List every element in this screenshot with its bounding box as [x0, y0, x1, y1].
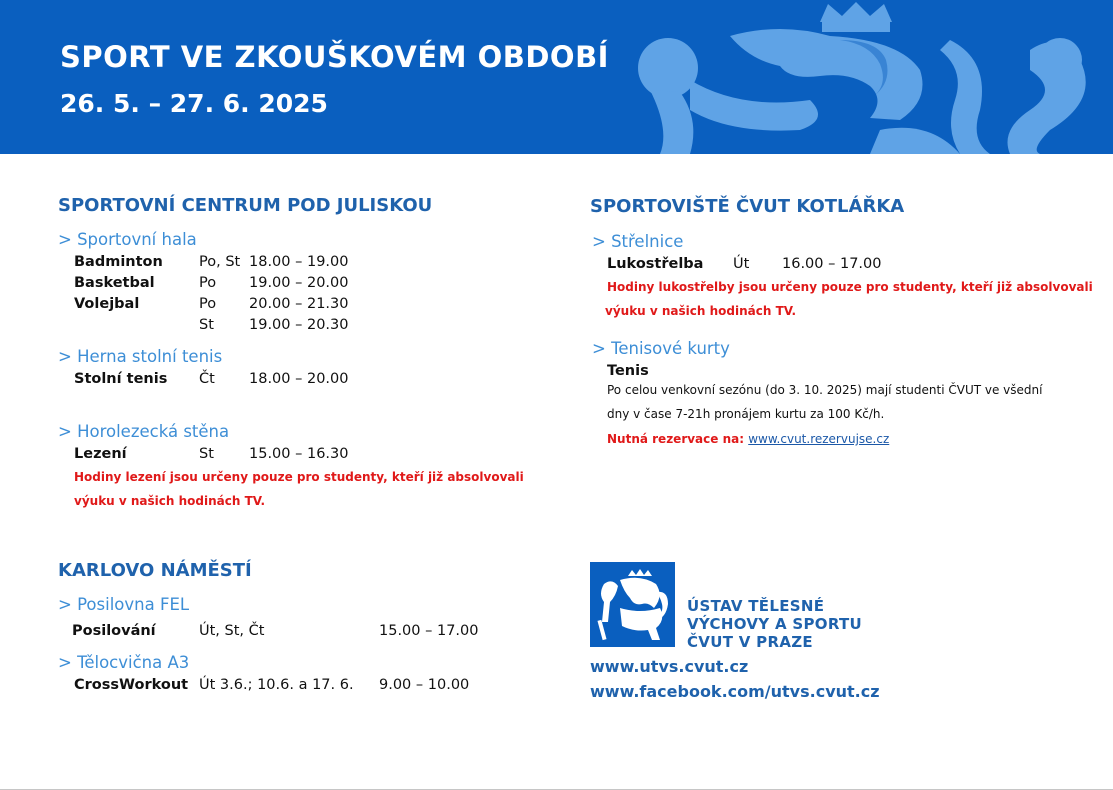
schedule-row: [74, 677, 188, 693]
schedule-day: Út 3.6.; 10.6. a 17. 6.: [199, 677, 354, 693]
note-lezeni-line1: Hodiny lezení jsou určeny pouze pro studenty, kteří již absolvovali: [74, 470, 524, 484]
schedule-day: St: [199, 317, 214, 333]
reservation-label: Nutná rezervace na:: [607, 432, 749, 446]
sport-name: Lukostřelba: [607, 256, 704, 272]
schedule-time: 9.00 – 10.00: [379, 677, 470, 693]
sport-name: CrossWorkout: [74, 677, 189, 693]
schedule-row: [74, 446, 127, 462]
logo-text-line2: VÝCHOVY A SPORTU: [687, 615, 863, 633]
schedule-row: [72, 623, 156, 639]
schedule-day: Út, St, Čt: [199, 623, 265, 639]
lion-emblem-icon: [630, 0, 1113, 154]
subsection-horolezecka-stena: > Horolezecká stěna: [58, 422, 230, 441]
note-lezeni-line2: výuku v našich hodinách TV.: [74, 494, 266, 508]
schedule-day: St: [199, 446, 214, 462]
schedule-row: [74, 275, 155, 291]
sport-name: Posilování: [72, 623, 156, 639]
reservation-link[interactable]: www.cvut.rezervujse.cz: [748, 432, 890, 446]
schedule-time: 19.00 – 20.30: [249, 317, 349, 333]
date-range: 26. 5. – 27. 6. 2025: [60, 89, 328, 118]
tenis-info-line1: Po celou venkovní sezónu (do 3. 10. 2025) mají studenti ČVUT ve všední: [607, 383, 1043, 397]
cvut-logo: [590, 562, 675, 647]
schedule-row: [74, 254, 163, 270]
sport-name: Basketbal: [74, 275, 155, 291]
sport-name: Badminton: [74, 254, 163, 270]
subsection-tenisove-kurty: > Tenisové kurty: [592, 339, 730, 358]
schedule-time: 15.00 – 16.30: [249, 446, 349, 462]
schedule-day: Út: [733, 256, 750, 272]
schedule-time: 18.00 – 19.00: [249, 254, 349, 270]
sport-name: Lezení: [74, 446, 127, 462]
section-title-karlovo: KARLOVO NÁMĚSTÍ: [58, 560, 252, 581]
website-link[interactable]: www.utvs.cvut.cz: [590, 657, 749, 676]
subsection-herna: > Herna stolní tenis: [58, 347, 223, 366]
note-lukostrelba-line2: výuku v našich hodinách TV.: [605, 304, 797, 318]
schedule-time: 20.00 – 21.30: [249, 296, 349, 312]
lion-logo-icon: [590, 562, 675, 647]
schedule-row: [607, 256, 703, 272]
facebook-link[interactable]: www.facebook.com/utvs.cvut.cz: [590, 682, 880, 701]
subsection-telocvicna: > Tělocvična A3: [58, 653, 190, 672]
subsection-strelnice: > Střelnice: [592, 232, 684, 251]
schedule-day: Po: [199, 275, 217, 291]
schedule-day: Čt: [199, 371, 215, 387]
schedule-day: Po, St: [199, 254, 241, 270]
logo-text-line3: ČVUT V PRAZE: [687, 633, 813, 651]
section-title-juliska: SPORTOVNÍ CENTRUM POD JULISKOU: [58, 195, 433, 216]
sport-name: [607, 363, 649, 379]
sport-name: Volejbal: [74, 296, 140, 312]
subsection-sportovni-hala: > Sportovní hala: [58, 230, 197, 249]
schedule-time: 16.00 – 17.00: [782, 256, 882, 272]
subsection-posilovna: > Posilovna FEL: [58, 595, 190, 614]
tenis-info-line2: dny v čase 7-21h pronájem kurtu za 100 Kč/h.: [607, 407, 885, 421]
sport-name: Stolní tenis: [74, 371, 168, 387]
header-banner: [0, 0, 1113, 154]
schedule-day: Po: [199, 296, 217, 312]
schedule-time: 19.00 – 20.00: [249, 275, 349, 291]
note-lukostrelba-line1: Hodiny lukostřelby jsou určeny pouze pro studenty, kteří již absolvovali: [607, 280, 1093, 294]
sport-name-tenis: Tenis: [607, 363, 649, 379]
schedule-time: 15.00 – 17.00: [379, 623, 479, 639]
logo-text-line1: ÚSTAV TĚLESNÉ: [687, 597, 825, 615]
schedule-row: [74, 371, 167, 387]
page-title: SPORT VE ZKOUŠKOVÉM OBDOBÍ: [60, 40, 609, 74]
schedule-row: [74, 296, 139, 312]
section-title-kotlarka: SPORTOVIŠTĚ ČVUT KOTLÁŘKA: [590, 196, 905, 217]
reservation-line: [607, 432, 889, 446]
schedule-time: 18.00 – 20.00: [249, 371, 349, 387]
